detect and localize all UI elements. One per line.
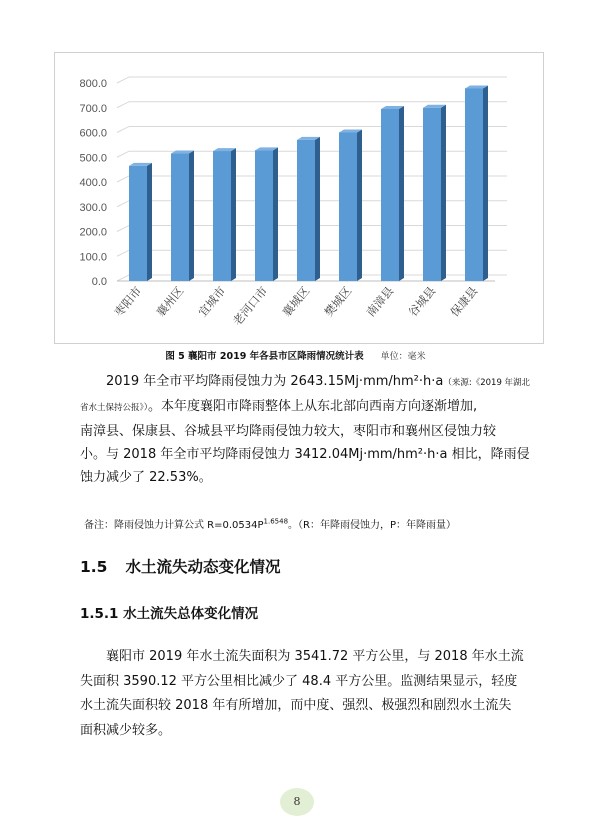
para1-line4: 小。与 2018 年全市平均降雨侵蚀力 3412.04Mj·mm/hm²·h·a 相比，降雨侵 — [80, 447, 530, 462]
subsection-heading: 1.5.1 水土流失总体变化情况 — [80, 606, 259, 622]
grid-diagonal — [117, 226, 129, 232]
bar — [171, 154, 189, 281]
bar — [381, 109, 399, 281]
bar-side — [399, 106, 404, 281]
grid-diagonal — [117, 275, 129, 281]
grid-diagonal — [117, 77, 129, 83]
caption-unit: 单位：毫米 — [380, 352, 426, 362]
para1-line1: 2019 年全市平均降雨侵蚀力为 2643.15Mj·mm/hm²·h·a（来源:《2019 年湖北 — [106, 374, 531, 389]
x-tick-label: 南漳县 — [363, 283, 397, 320]
bar-side — [441, 105, 446, 281]
y-tick-label: 600.0 — [79, 127, 107, 140]
x-tick-label: 襄城区 — [279, 283, 313, 320]
grid-diagonal — [117, 102, 129, 108]
formula-note: 备注：降雨侵蚀力计算公式 $R=0.0534P^{1.6548}$。（R：年降雨侵蚀力，P：年降雨量） — [84, 517, 457, 531]
bar-side — [273, 147, 278, 281]
grid-diagonal — [117, 201, 129, 207]
caption-title: 图 5 襄阳市 2019 年各县市区降雨情况统计表 — [165, 351, 364, 362]
figure-caption — [0, 348, 591, 362]
y-tick-label: 100.0 — [79, 251, 107, 264]
bar-chart — [55, 53, 543, 343]
y-tick-label: 200.0 — [79, 226, 107, 239]
bar — [255, 150, 273, 281]
x-tick-label: 宜城市 — [195, 283, 229, 320]
bar-side — [483, 85, 488, 281]
grid-diagonal — [117, 151, 129, 157]
section-title: 水土流失动态变化情况 — [125, 558, 281, 576]
section-number: 1.5 — [80, 558, 108, 576]
y-tick-label: 300.0 — [79, 201, 107, 214]
para2-line4: 面积减少较多。 — [80, 722, 172, 738]
x-tick-label: 谷城县 — [405, 283, 439, 320]
grid-diagonal — [117, 250, 129, 256]
para2-line3: 水土流失面积较 2018 年有所增加，而中度、强烈、极强烈和剧烈水土流失 — [80, 698, 512, 713]
bar — [465, 88, 483, 281]
bar — [297, 140, 315, 281]
y-tick-label: 0.0 — [91, 276, 107, 288]
y-tick-label: 400.0 — [79, 177, 107, 189]
para2-line1: 襄阳市 2019 年水土流失面积为 3541.72 平方公里，与 2018 年水土流 — [106, 649, 524, 664]
bar — [129, 166, 147, 281]
y-tick-label: 500.0 — [79, 152, 107, 165]
x-tick-label: 樊城区 — [321, 283, 355, 320]
bar — [423, 108, 441, 281]
grid-diagonal — [117, 176, 129, 182]
bar-side — [189, 151, 194, 281]
bar-side — [357, 130, 362, 282]
para2-line2: 失面积 3590.12 平方公里相比减少了 48.4 平方公里。监测结果显示，轻度 — [80, 673, 518, 689]
chart-frame — [54, 52, 544, 344]
bar — [213, 151, 231, 281]
page-number: 8 — [280, 788, 314, 816]
grid-diagonal — [117, 127, 129, 133]
para1-line3: 南漳县、保康县、谷城县平均降雨侵蚀力较大，枣阳市和襄州区侵蚀力较 — [80, 424, 497, 439]
paragraph-soil-loss — [80, 645, 536, 743]
y-tick-label: 700.0 — [79, 102, 107, 115]
bar-side — [147, 163, 152, 281]
bar — [339, 133, 357, 282]
para1-line2: 省水土保持公报》）。本年度襄阳市降雨整体上从东北部向西南方向逐渐增加, — [80, 399, 478, 414]
paragraph-rainfall — [80, 370, 536, 489]
x-tick-label: 保康县 — [447, 283, 481, 320]
bar-side — [315, 137, 320, 281]
para1-line5: 蚀力减少了 22.53%。 — [80, 470, 212, 485]
section-heading — [80, 555, 280, 577]
x-tick-label: 襄州区 — [153, 283, 187, 320]
x-tick-label: 老河口市 — [230, 283, 271, 329]
bar-side — [231, 148, 236, 281]
x-tick-label: 枣阳市 — [111, 283, 145, 320]
y-tick-label: 800.0 — [79, 78, 107, 90]
